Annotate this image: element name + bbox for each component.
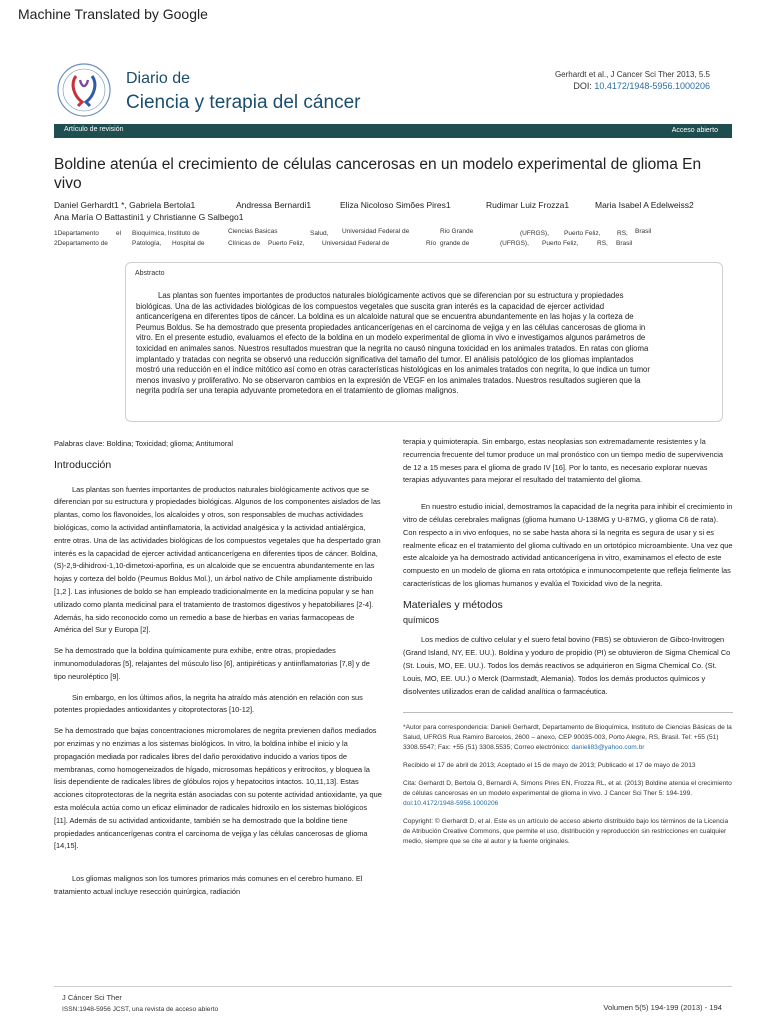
dates-note: Recibido el 17 de abril de 2013; Aceptado el 15 de mayo de 2013; Publicado el 17 de mayo de 2013 (403, 762, 696, 770)
abstract-heading: Abstracto (135, 270, 165, 277)
author: Eliza Nicoloso Simões Pires1 (340, 200, 451, 210)
body-paragraph: Las plantas son fuentes importantes de productos naturales biológicamente activos que se diferencian por su estructura y propiedades biológicas. Algunos de los componentes aislados de las plantas, como los flavonoides, los alcaloides y otros, son responsables de muchas actividades biológicas, como la actividad antiinflamatoria, la actividad analgésica y la actividad antialérgica, entre otras. Una de las actividades biológicas de los compuestos vegetales que ha despertado gran interés es la capacidad de ejercer actividad anticancerígena en diferentes tipos de cáncer. Boldina, (S)-2,9-dihidroxi-1,10-dimetoxi-aporfina, es un alcaloide que se encuentra abundantemente en las hojas y corteza del boldo (Peumus Boldus Mol.), un árbol nativo de Chile ampliamente distribuido [1,2 ]. Las infusiones de boldo se han empleado tradicionalmente en la medicina popular y se han utilizado como planta medicinal para el tratamiento de trastornos digestivos y hepatobiliares [2-4]. Además, ha sido reconocido como un remedio a base de hierbas en varias farmacopeas de América del Sur y Europa [2]. (54, 484, 381, 635)
correspondence-text: *Autor para correspondencia: Danieli Gerhardt, Departamento de Bioquímica, Instituto de Ciencias Básicas de la Salud, UFRGS Rua Ramiro Barcelos, 2600 – anexo, CEP 90035-003, Porto Alegre, RS, Brasil. Tel: +55 (51) 3308.5547; Fax: +55 (51) 3308.5535; Correo electrónico: (403, 724, 732, 752)
right-column (403, 436, 733, 855)
article-type: Artículo de revisión (64, 126, 124, 133)
article-title: Boldine atenúa el crecimiento de células cancerosas en un modelo experimental de glioma En vivo (54, 156, 702, 192)
affiliation-part: Brasil (635, 228, 652, 235)
body-paragraph: Los medios de cultivo celular y el suero fetal bovino (FBS) se obtuvieron de Gibco-Invitrogen (Grand Island, NY, EE. UU.). Boldina y yoduro de propidio (PI) se obtuvieron de Sigma Chemical Co (St. Louis, MO, EE. UU.). Todos los demás reactivos se adquirieron en Sigma Chemical Co. (St. Louis, MO, EE. UU.) o Merck (Darmstadt, Alemania). Todos los demás productos químicos y disolventes utilizados eran de calidad analítica o farmacéutica. (403, 635, 731, 696)
affiliation-part: Bioquímica, Instituto de (132, 230, 200, 237)
abstract-text: Las plantas son fuentes importantes de productos naturales biológicamente activos que se diferencian por su estructura y propiedades biológicas. Una de las actividades biológicas de los compuestos vegetales que suscita gran interés es la capacidad de ejercer actividad anticancerígena en diferentes tipos de cáncer. La boldina es un alcaloide natural que se encuentra abundantemente en las hojas y la corteza de Peumus Boldus. Se ha demostrado que presenta propiedades anticancerígenas en el carcinoma de vejiga y en las células cancerosas de glioma in vitro. En el presente estudio, evaluamos el efecto de la boldina en un modelo experimental de glioma in vivo e investigamos algunos parámetros de toxicidad en animales sanos. Nuestros resultados muestran que la negrita no causó ninguna toxicidad en los animales tratados. En ratas con glioma implantado y tratadas con negrita se observó una reducción significativa del tamaño del tumor. El análisis patológico de los gliomas implantados mostró una reducción en el índice mitótico así como en otras características histológicas en los animales tratados con negrita, lo que indica un tumor menos invasivo y proliferativo. No se observaron cambios en la expresión de VEGF en los animales tratados. Nuestros resultados sugieren que la negrita podría ser una terapia adyuvante prometedora en el tratamiento de gliomas malignos. (136, 291, 650, 396)
affiliation-part: (UFRGS), (520, 230, 549, 237)
affiliation-part: Puerto Feliz, (268, 240, 305, 247)
affiliation-part: Rio Grande (440, 228, 474, 235)
footnote-divider (403, 712, 733, 713)
affiliation-part: Salud, (310, 230, 329, 237)
author: Ana María O Battastini1 y Christianne G Salbego1 (54, 212, 244, 222)
affiliation-part: 1Departamento (54, 230, 99, 237)
email-link[interactable]: danieli83@yahoo.com.br (571, 744, 645, 752)
body-paragraph: Se ha demostrado que bajas concentraciones micromolares de negrita previenen daños mediados por enzimas y no enzimas a los sistemas biológicos. In vitro, la boldina inhibe el inicio y la propagación mediada por radicales libres del daño peroxidativo inducido a varios tipos de membranas, como homogeneizados de hígado, microsomas hepáticos y eritrocitos, y bloquea la lisis dependiente de radicales libres de glóbulos rojos y hepatocitos intactos. 10,11,13]. Estas acciones citoprotectoras de la negrita están asociadas con su potente actividad antioxidante, ya que esta molécula actúa como un eficaz eliminador de radicales hidroxilo en los sistemas biológicos [11]. Además de su actividad antioxidante, también se ha demostrado que la boldine tiene propiedades anticancerígenas contra el carcinoma de vejiga y las células cancerosas de glioma [14,15]. (54, 726, 382, 851)
left-column (54, 438, 382, 907)
author: Maria Isabel A Edelweiss2 (595, 200, 694, 210)
affiliation-part: grande de (440, 240, 470, 247)
doi-link[interactable]: 10.4172/1948-5956.1000206 (594, 81, 710, 91)
affiliation-part: Universidad Federal de (322, 240, 390, 247)
affiliation-part: Puerto Feliz, (542, 240, 579, 247)
footer-issn: ISSN:1948-5956 JCST, una revista de acceso abierto (62, 1006, 219, 1013)
author: Daniel Gerhardt1 *, Gabriela Bertola1 (54, 200, 196, 210)
footer-volume: Volumen 5(5) 194-199 (2013) - 194 (603, 1003, 722, 1012)
journal-name: Diario de (126, 70, 191, 87)
body-paragraph: Se ha demostrado que la boldina químicamente pura exhibe, entre otras, propiedades inmunomoduladoras [5], relajantes del músculo liso [6], antipiréticas y antiinflamatorias [7,8] y de tipo neuroléptico [9]. (54, 646, 370, 681)
affiliation-part: Patología, (132, 240, 162, 247)
section-heading-methods: Materiales y métodos (403, 598, 503, 611)
footer-journal: J Cáncer Sci Ther (62, 993, 122, 1002)
article-type-band (54, 124, 732, 138)
header-doi (573, 81, 710, 91)
affiliation-part: RS, (617, 230, 628, 237)
affiliation-part: Ciencias Basicas (228, 228, 278, 235)
affiliation-part: Río (426, 240, 437, 247)
header-citation: Gerhardt et al., J Cancer Sci Ther 2013, 5.5 (554, 70, 710, 79)
affiliation-part: Puerto Feliz, (564, 230, 601, 237)
section-heading-introduction: Introducción (54, 458, 112, 471)
footer-divider (54, 986, 732, 987)
body-paragraph: En nuestro estudio inicial, demostramos la capacidad de la negrita para inhibir el crecimiento in vitro de células cerebrales malignas (glioma humano U-138MG y U-87MG, y glioma C6 de rata). Con respecto a in vivo enfoques, no se sabe hasta ahora si la negrita es segura de usar y si es realmente eficaz en el tratamiento del glioma cultivado en un ortotópico microambiente. Una vez que este alcaloide ya ha demostrado actividad anticancerígena in vitro, examinamos el efecto de este compuesto en un modelo de glioma en rata ortotópica e inmunocompetente que refleja fielmente las características de los gliomas humanos y evalúa el Toxicidad vivo de la negrita. (403, 502, 733, 588)
copyright-note: Copyright: © Gerhardt D, et al. Este es un artículo de acceso abierto distribuido bajo los términos de la Licencia de Atribución Creative Commons, que permite el uso, distribución y reproducción sin restricciones en cualquier medio, siempre que se cite al autor y la fuente originales. (403, 818, 729, 846)
affiliation-part: Universidad Federal de (342, 228, 410, 235)
citation-text: Cita: Gerhardt D, Bertola G, Bernardi A, Simons Pires EN, Frozza RL, et al. (2013) Boldine atenúa el crecimiento de células cancerosas en un modelo experimental de glioma in vivo. J Cancer Sci Ther 5: 194-199. (403, 780, 732, 798)
affiliation-part: 2Departamento de (54, 240, 108, 247)
author: Rudimar Luiz Frozza1 (486, 200, 570, 210)
body-paragraph: Los gliomas malignos son los tumores primarios más comunes en el cerebro humano. El tratamiento actual incluye resección quirúrgica, radiación (54, 874, 363, 896)
open-access-label: Acceso abierto (671, 127, 718, 134)
journal-subtitle: Ciencia y terapia del cáncer (126, 92, 361, 113)
citation-note (403, 779, 733, 809)
body-paragraph: terapia y quimioterapia. Sin embargo, estas neoplasias son extremadamente resistentes y la recurrencia frecuente del tumor produce un mal pronóstico con un tiempo medio de supervivencia de 12 a 15 meses para el glioma de grado IV [16]. Por lo tanto, es necesario explorar nuevas terapias adyuvantes para mejorar el resultado del tratamiento del glioma. (403, 437, 724, 485)
doi-label: DOI: (573, 81, 592, 91)
machine-translated-banner: Machine Translated by Google (18, 6, 208, 22)
correspondence-note (403, 723, 733, 753)
affiliation-part: el (116, 230, 122, 237)
subsection-heading-chemicals: químicos (403, 614, 440, 625)
affiliation-part: Brasil (616, 240, 633, 247)
abstract-box (125, 262, 723, 422)
body-paragraph: Sin embargo, en los últimos años, la negrita ha atraído más atención en relación con sus potentes propiedades antioxidantes y citoprotectoras [10-12]. (54, 692, 363, 715)
keywords: Palabras clave: Boldina; Toxicidad; glioma; Antitumoral (54, 439, 233, 448)
affiliation-part: (UFRGS), (500, 240, 529, 247)
affiliation-part: Clínicas de (228, 240, 261, 247)
affiliation-part: Hospital de (172, 240, 205, 247)
citation-doi-link[interactable]: doi:10.4172/1948-5956.1000206 (403, 800, 499, 808)
affiliation-part: RS, (597, 240, 608, 247)
author: Andressa Bernardi1 (236, 200, 312, 210)
journal-logo-icon (56, 62, 112, 118)
